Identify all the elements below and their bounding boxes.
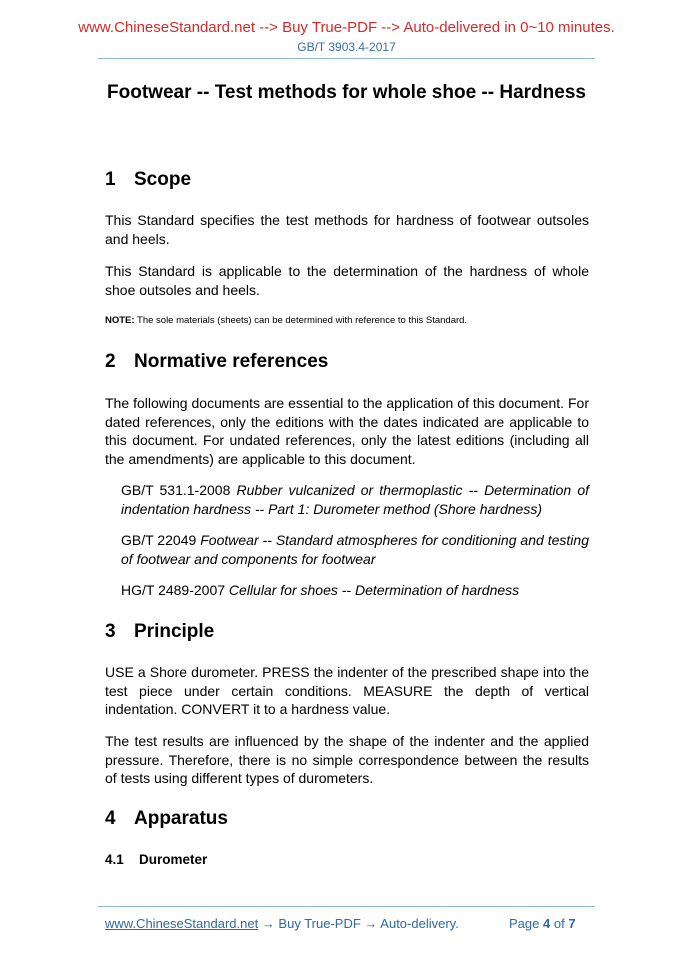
header-divider bbox=[98, 58, 595, 59]
footer-link[interactable]: www.ChineseStandard.net bbox=[105, 916, 259, 931]
subsection-heading-durometer: 4.1 Durometer bbox=[105, 852, 208, 867]
section-heading-scope: 1 Scope bbox=[105, 169, 192, 190]
section-heading-apparatus: 4 Apparatus bbox=[105, 808, 228, 829]
section-heading-principle: 3 Principle bbox=[105, 621, 215, 642]
document-title: Footwear -- Test methods for whole shoe -- Hardness bbox=[107, 82, 586, 103]
reference-item: HG/T 2489-2007 Cellular for shoes -- Determination of hardness bbox=[121, 582, 520, 598]
reference-item: GB/T 531.1-2008 Rubber vulcanized or thermoplastic -- Determination of indentation hardness -- Part 1: Durometer method (Shore hardness) bbox=[121, 482, 589, 517]
reference-item: GB/T 22049 Footwear -- Standard atmospheres for conditioning and testing of footwear and components for footwear bbox=[121, 532, 589, 567]
note: NOTE: The sole materials (sheets) can be determined with reference to this Standard. bbox=[105, 315, 468, 326]
paragraph: The following documents are essential to the application of this document. For dated references, only the editions with the dates indicated are applicable to this document. For undated references, only the latest editions (including all the amendments) are applicable to this document. bbox=[105, 395, 589, 467]
section-heading-normative-references: 2 Normative references bbox=[105, 351, 329, 372]
document-number: GB/T 3903.4-2017 bbox=[297, 40, 396, 54]
promo-banner[interactable]: www.ChineseStandard.net --> Buy True-PDF --> Auto-delivered in 0~10 minutes. bbox=[78, 19, 615, 36]
footer-divider bbox=[98, 906, 595, 907]
paragraph: The test results are influenced by the shape of the indenter and the applied pressure. Therefore, there is no simple correspondence between the results of tests using different types of durometers. bbox=[105, 733, 589, 786]
footer-promo: www.ChineseStandard.net → Buy True-PDF → Auto-delivery. bbox=[105, 916, 459, 931]
paragraph: USE a Shore durometer. PRESS the indenter of the prescribed shape into the test piece under certain conditions. MEASURE the depth of vertical indentation. CONVERT it to a hardness value. bbox=[105, 664, 589, 717]
paragraph: This Standard specifies the test methods for hardness of footwear outsoles and heels. bbox=[105, 212, 589, 247]
paragraph: This Standard is applicable to the determination of the hardness of whole shoe outsoles and heels. bbox=[105, 263, 589, 298]
page-indicator: Page 4 of 7 bbox=[509, 916, 576, 931]
